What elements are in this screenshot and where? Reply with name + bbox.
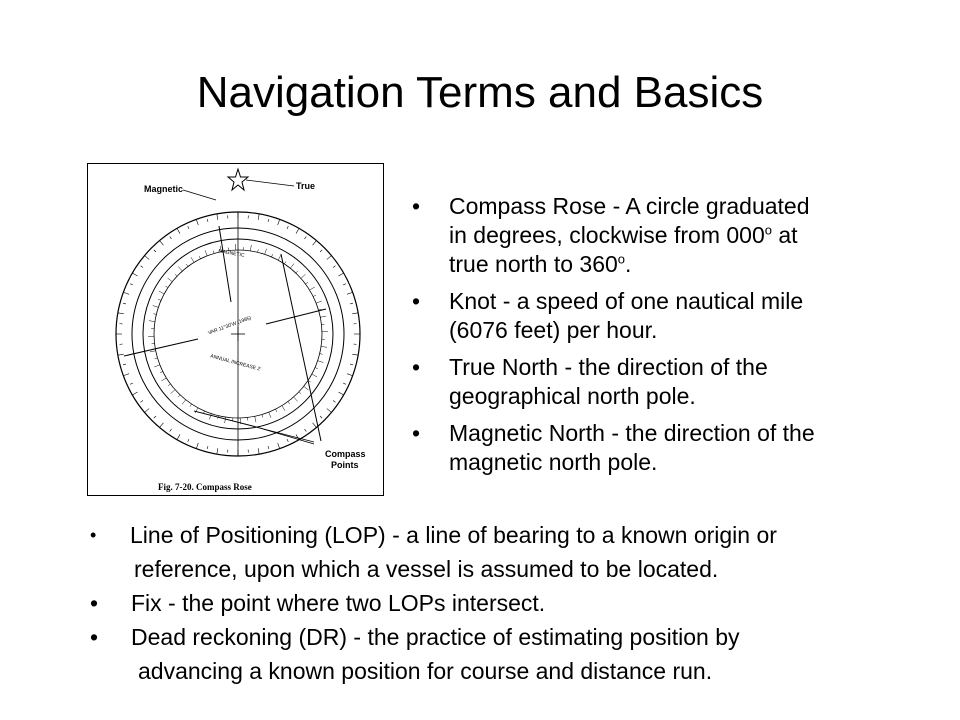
- rose-tick: [177, 434, 180, 439]
- rose-tick: [313, 423, 317, 428]
- degree-sup: o: [617, 251, 626, 267]
- compass-rose-figure: [87, 163, 384, 496]
- rose-tick: [347, 292, 353, 294]
- rose-tick: [199, 256, 200, 259]
- rose-tick: [268, 219, 269, 222]
- rose-tick: [258, 249, 259, 252]
- rose-tick: [207, 446, 208, 449]
- inner-label-annual: ANNUAL INCREASE 2': [209, 353, 262, 373]
- rose-tick: [225, 417, 226, 423]
- rose-tick: [170, 429, 172, 431]
- rose-tick: [350, 303, 353, 304]
- rose-tick: [265, 249, 267, 255]
- figure-label-compass-points: Compass: [325, 449, 366, 459]
- rose-tick: [268, 446, 269, 449]
- rose-tick: [338, 392, 343, 395]
- rose-tick: [141, 266, 143, 268]
- rose-tick: [352, 313, 358, 314]
- rose-tick: [153, 305, 159, 307]
- rose-tick: [168, 384, 170, 386]
- rose-tick: [149, 321, 155, 322]
- rose-tick: [154, 365, 160, 367]
- rose-tick: [123, 374, 129, 376]
- rose-tick: [258, 214, 259, 220]
- rose-tick: [305, 429, 307, 431]
- rose-tick: [301, 274, 305, 278]
- rose-tick: [196, 443, 198, 449]
- rose-tick: [327, 409, 332, 413]
- rose-tick: [153, 314, 156, 315]
- rose-tick: [158, 299, 161, 300]
- rose-tick: [258, 448, 259, 454]
- rose-tick: [327, 256, 332, 260]
- rose-tick: [175, 274, 177, 276]
- rose-tick: [154, 250, 156, 252]
- rose-tick: [160, 241, 164, 246]
- rose-tick: [271, 254, 272, 257]
- bullet-compass-rose-line2: in degrees, clockwise from 000: [449, 222, 765, 248]
- rose-tick: [123, 364, 126, 365]
- rose-tick: [209, 414, 211, 420]
- compass-rose-drawing: [88, 164, 385, 497]
- bullet-compass-rose-line1: Compass Rose - A circle graduated: [449, 193, 810, 219]
- rose-tick: [313, 295, 316, 296]
- bullet-dot: •: [412, 288, 421, 314]
- bullet-dot: •: [90, 624, 99, 650]
- rose-tick: [320, 316, 326, 317]
- compass-points-pointer-b: [253, 426, 314, 444]
- rose-tick: [130, 383, 133, 384]
- true-pointer: [246, 180, 294, 186]
- rose-tick: [305, 237, 307, 239]
- rose-tick: [177, 228, 180, 233]
- rose-tick: [296, 228, 299, 233]
- slide-title: Navigation Terms and Basics: [196, 68, 764, 117]
- bullet-dot: •: [412, 354, 421, 380]
- rose-tick: [310, 287, 315, 290]
- figure-label-compass-points-2: Points: [331, 460, 359, 470]
- figure-label-true: True: [296, 181, 316, 191]
- rose-tick: [205, 250, 207, 256]
- bullet-dead-reckoning: • Dead reckoning (DR) - the practice of estimating position by advancing a known position for course and distance run.: [90, 620, 950, 688]
- rose-tick: [250, 245, 251, 251]
- rose-tick: [154, 416, 156, 418]
- rose-tick: [306, 282, 308, 284]
- magnetic-north-line: [219, 226, 231, 302]
- bullet-knot: • Knot - a speed of one nautical mile (6076 feet) per hour.: [412, 288, 804, 343]
- rose-tick: [315, 367, 318, 368]
- bullet-true-north: • True North - the direction of the geographical north pole.: [412, 354, 768, 409]
- bullet-compass-rose-line3: true north to 360: [449, 251, 618, 277]
- lop-line-diagonal: [281, 254, 321, 441]
- rose-tick: [171, 390, 175, 394]
- rose-tick: [170, 237, 172, 239]
- rose-tick: [178, 395, 180, 397]
- figure-caption: Fig. 7-20. Compass Rose: [158, 482, 252, 492]
- rose-tick: [217, 448, 218, 454]
- magnetic-pointer: [183, 190, 216, 200]
- rose-tick: [278, 255, 281, 260]
- rose-tick: [262, 415, 263, 418]
- rose-tick: [145, 409, 150, 413]
- bullet-lop: • Line of Positioning (LOP) - a line of bearing to a known origin or reference, upon which a vessel is assumed to be located.: [90, 518, 950, 586]
- north-star-icon: [228, 169, 248, 190]
- rose-tick: [352, 354, 358, 355]
- rose-tick: [123, 303, 126, 304]
- rose-tick: [316, 301, 322, 303]
- rose-tick: [188, 439, 189, 442]
- figure-label-magnetic: Magnetic: [144, 184, 184, 194]
- rose-tick: [165, 286, 168, 288]
- rose-tick: [118, 354, 124, 355]
- rose-tick: [132, 392, 137, 395]
- rose-tick: [130, 284, 133, 285]
- bullet-dot: •: [412, 193, 421, 219]
- rose-tick: [296, 271, 298, 273]
- rose-tick: [255, 416, 256, 422]
- definitions-list: [412, 192, 882, 485]
- rose-tick: [161, 378, 166, 381]
- rose-tick: [123, 292, 129, 294]
- rose-tick: [313, 241, 317, 246]
- rose-tick: [217, 214, 218, 220]
- rose-tick: [207, 219, 208, 222]
- rose-tick: [275, 409, 276, 412]
- rose-tick: [188, 226, 189, 229]
- rose-tick: [343, 383, 346, 384]
- rose-tick: [320, 354, 323, 355]
- inner-label-variation: VAR 11°30'W (1985): [207, 315, 253, 337]
- bullet-compass-rose: • Compass Rose - A circle graduated in degrees, clockwise from 000$^o$ at true north to 360$^o$.: [412, 193, 810, 277]
- rose-tick: [287, 439, 288, 442]
- bullet-dot: •: [90, 525, 97, 545]
- rose-tick: [168, 278, 173, 282]
- bullet-dot: •: [412, 420, 421, 446]
- bullet-dot: •: [90, 590, 99, 616]
- rose-tick: [278, 219, 280, 225]
- rose-tick: [186, 264, 188, 266]
- rose-tick: [155, 358, 158, 359]
- bullet-fix: • Fix - the point where two LOPs intersect.: [90, 586, 950, 620]
- rose-tick: [294, 397, 298, 401]
- rose-tick: [132, 273, 137, 276]
- rose-tick: [269, 412, 271, 418]
- rose-tick: [159, 291, 164, 294]
- rose-tick: [160, 371, 163, 372]
- rose-tick: [333, 401, 335, 403]
- bullet-magnetic-north: • Magnetic North - the direction of the magnetic north pole.: [412, 420, 815, 475]
- rose-tick: [312, 374, 317, 377]
- rose-tick: [304, 386, 309, 390]
- rose-tick: [318, 361, 324, 363]
- rose-tick: [290, 264, 294, 269]
- rose-tick: [282, 406, 285, 411]
- rose-tick: [190, 404, 192, 407]
- rose-tick: [343, 284, 346, 285]
- lop-line-left: [124, 339, 198, 356]
- rose-tick: [333, 266, 335, 268]
- rose-tick: [191, 257, 194, 262]
- rose-tick: [118, 313, 124, 314]
- rose-tick: [178, 267, 182, 271]
- rose-tick: [141, 401, 143, 403]
- inner-label-magnetic: MAGNETIC: [217, 248, 245, 259]
- rose-tick: [196, 219, 198, 225]
- rose-tick: [288, 402, 290, 404]
- rose-tick: [182, 400, 186, 405]
- rose-tick: [321, 346, 327, 347]
- rose-tick: [320, 416, 322, 418]
- rose-tick: [160, 423, 164, 428]
- rose-tick: [320, 250, 322, 252]
- rose-tick: [347, 374, 353, 376]
- degree-sup: o: [764, 222, 772, 238]
- rose-tick: [299, 392, 301, 394]
- rose-tick: [150, 351, 156, 352]
- rose-tick: [145, 256, 150, 260]
- rose-tick: [284, 261, 286, 264]
- bottom-definitions: [90, 518, 950, 688]
- rose-tick: [338, 273, 343, 276]
- rose-tick: [287, 226, 288, 229]
- rose-tick: [278, 443, 280, 449]
- rose-tick: [213, 251, 214, 254]
- rose-tick: [350, 364, 353, 365]
